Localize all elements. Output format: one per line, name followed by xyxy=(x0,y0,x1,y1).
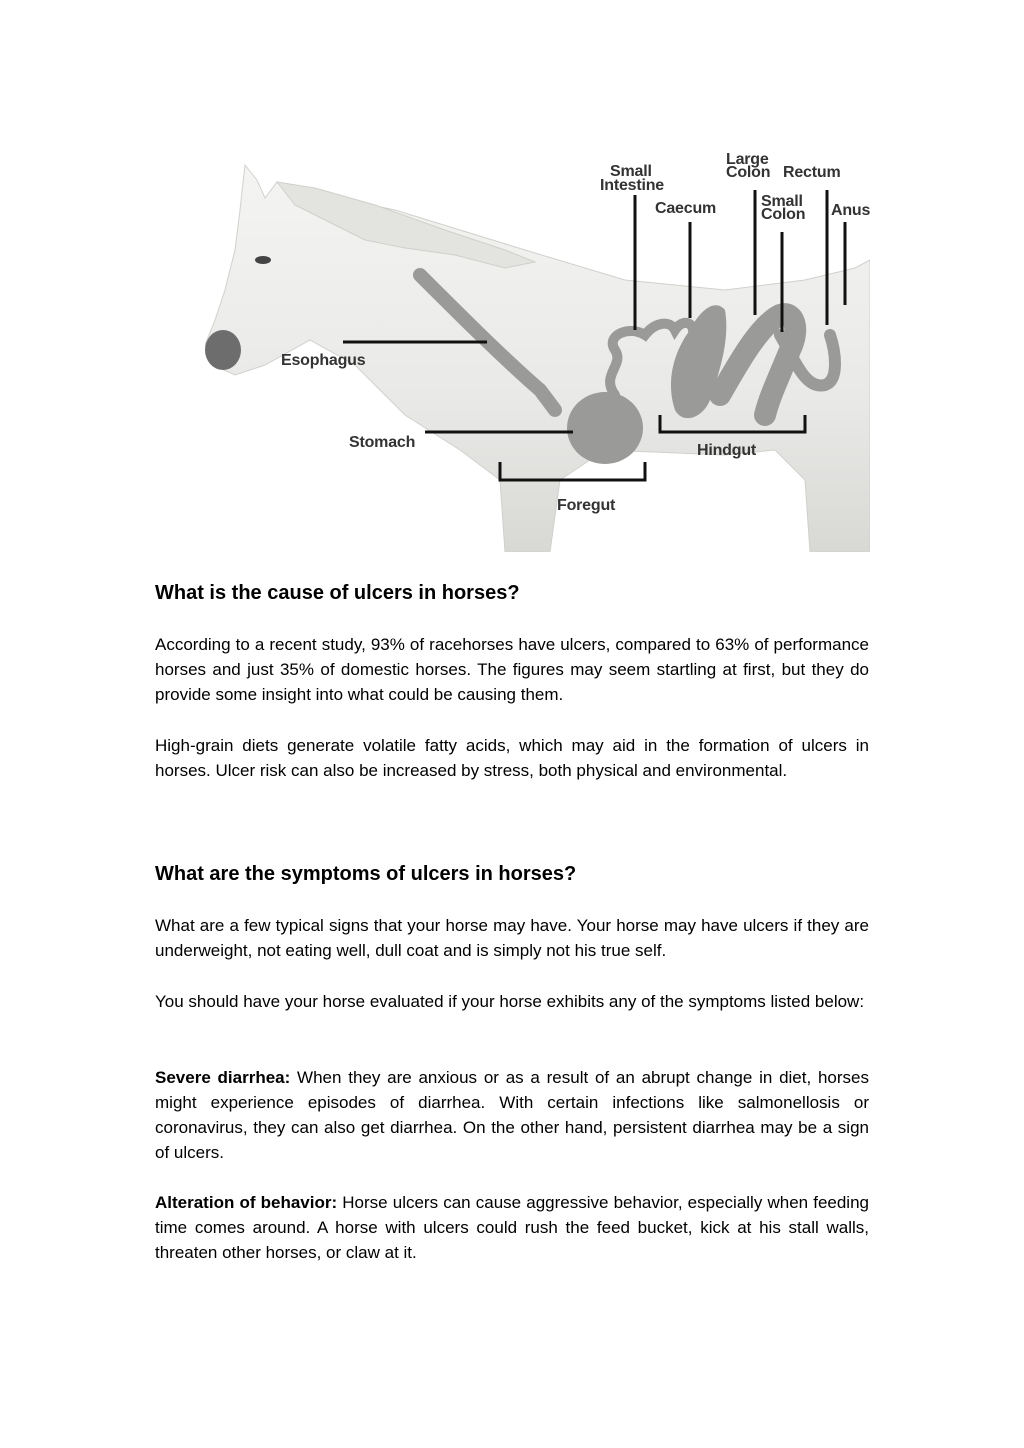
symptom-term: Severe diarrhea: xyxy=(155,1068,291,1087)
symptom-behavior-alteration xyxy=(155,1190,869,1265)
label-small-colon-1: Small xyxy=(761,193,803,210)
label-large-colon-1: Large xyxy=(726,151,769,168)
label-hindgut: Hindgut xyxy=(697,442,757,459)
label-rectum: Rectum xyxy=(783,164,841,181)
label-large-colon-2: Colon xyxy=(726,164,771,181)
symptom-severe-diarrhea xyxy=(155,1065,869,1165)
paragraph-causes-diet: High-grain diets generate volatile fatty acids, which may aid in the formation of ulcers in horses. Ulcer risk can also be increased by stress, both physical and environmental. xyxy=(155,736,869,780)
label-small-intestine-1: Small xyxy=(610,163,652,180)
symptom-description: When they are anxious or as a result of an abrupt change in diet, horses might experience episodes of diarrhea. With certain infections like salmonellosis or coronavirus, they can also get diarrhea. On the other hand, persistent diarrhea may be a sign of ulcers. xyxy=(155,1068,869,1162)
label-foregut: Foregut xyxy=(557,497,616,514)
horse-digestive-diagram xyxy=(205,150,870,552)
label-small-colon-2: Colon xyxy=(761,206,806,223)
section-heading-causes: What is the cause of ulcers in horses? xyxy=(155,582,520,604)
label-esophagus: Esophagus xyxy=(281,352,366,369)
stomach-organ xyxy=(567,392,643,464)
section-heading-symptoms: What are the symptoms of ulcers in horses? xyxy=(155,863,577,885)
paragraph-symptoms-signs: What are a few typical signs that your horse may have. Your horse may have ulcers if they are underweight, not eating well, dull coat and is simply not his true self. xyxy=(155,916,869,960)
paragraph-causes-study: According to a recent study, 93% of racehorses have ulcers, compared to 63% of performance horses and just 35% of domestic horses. The figures may seem startling at first, but they do provide some insight into what could be causing them. xyxy=(155,635,869,704)
label-stomach: Stomach xyxy=(349,434,416,451)
horse-illustration xyxy=(205,150,870,552)
label-caecum: Caecum xyxy=(655,200,717,217)
horse-muzzle xyxy=(205,330,241,370)
symptom-description: Horse ulcers can cause aggressive behavior, especially when feeding time comes around. A horse with ulcers could rush the feed bucket, kick at his stall walls, threaten other horses, or claw at it. xyxy=(155,1193,869,1262)
label-anus: Anus xyxy=(831,202,870,219)
symptom-term: Alteration of behavior: xyxy=(155,1193,338,1212)
horse-eye xyxy=(255,256,271,264)
label-small-intestine-2: Intestine xyxy=(600,177,664,194)
paragraph-symptoms-evaluate: You should have your horse evaluated if your horse exhibits any of the symptoms listed below: xyxy=(155,992,865,1011)
